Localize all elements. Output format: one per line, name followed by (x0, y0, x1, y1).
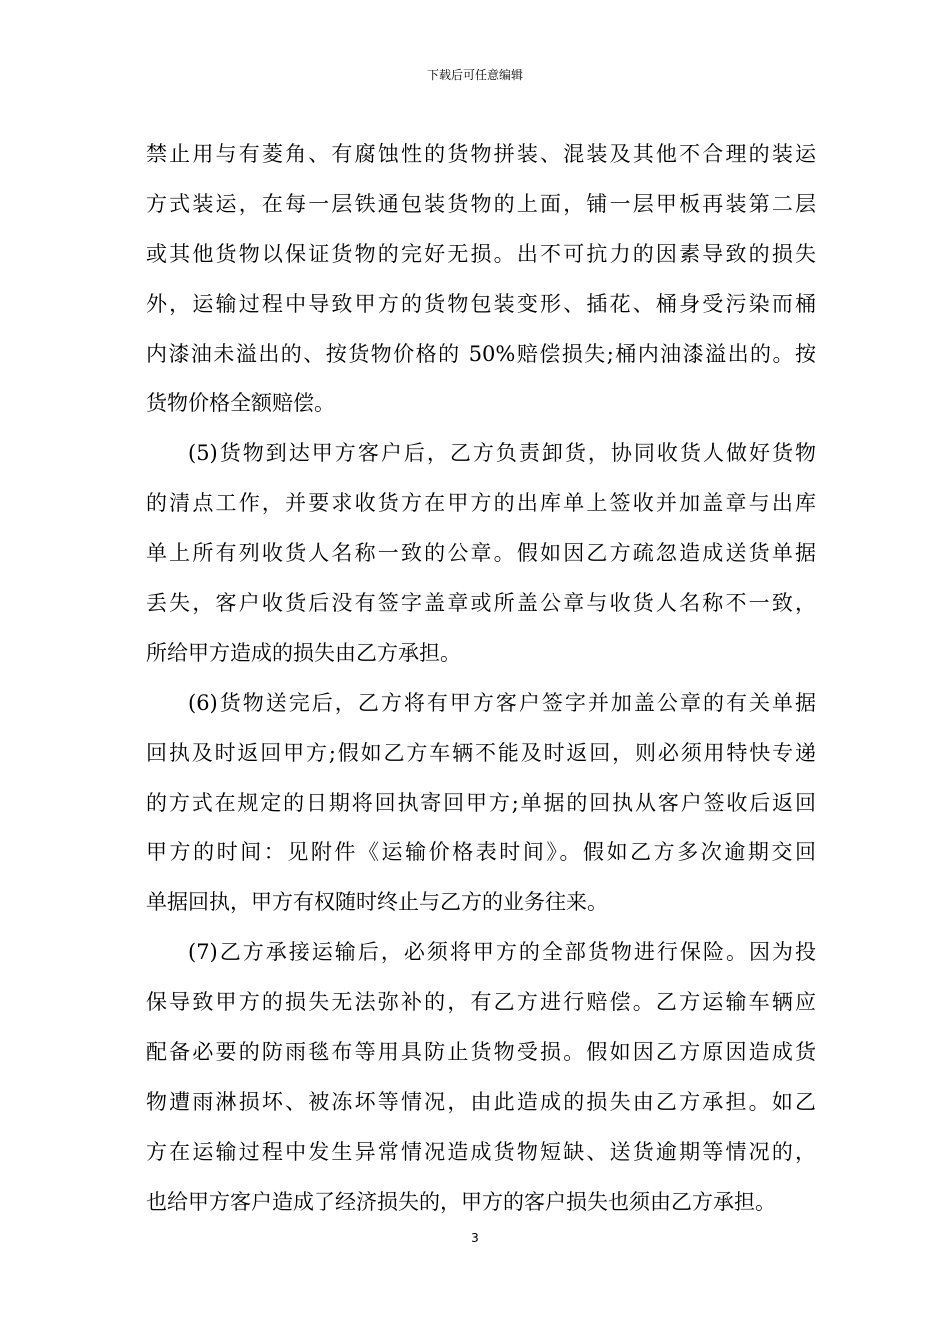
page-header: 下载后可任意编辑 (426, 68, 523, 82)
paragraph-line: 或其他货物以保证货物的完好无损。出不可抗力的因素导致的损失 (146, 241, 816, 266)
paragraph-line: 也给甲方客户造成了经济损失的，甲方的客户损失也须由乙方承担。 (146, 1189, 776, 1214)
paragraph-line: 方在运输过程中发生异常情况造成货物短缺、送货逾期等情况的， (146, 1139, 816, 1164)
paragraph-line: 禁止用与有菱角、有腐蚀性的货物拼装、混装及其他不合理的装运 (146, 142, 816, 166)
paragraph-line: 货物价格全额赔偿。 (146, 391, 335, 416)
paragraph-line: 的清点工作，并要求收货方在甲方的出库单上签收并加盖章与出库 (146, 491, 816, 516)
paragraph-line: 单上所有列收货人名称一致的公章。假如因乙方疏忽造成送货单据 (146, 541, 816, 566)
paragraph-line: 所给甲方造成的损失由乙方承担。 (146, 640, 461, 665)
paragraph-line: 方式装运，在每一层铁通包装货物的上面，铺一层甲板再装第二层 (146, 191, 816, 216)
paragraph-line: 丢失，客户收货后没有签字盖章或所盖公章与收货人名称不一致， (146, 591, 816, 616)
paragraph-line: (7)乙方承接运输后，必须将甲方的全部货物进行保险。因为投 (188, 940, 816, 965)
paragraph-line: 物遭雨淋损坏、被冻坏等情况，由此造成的损失由乙方承担。如乙 (146, 1089, 816, 1114)
page-number: 3 (471, 1231, 479, 1245)
paragraph-line: (6)货物送完后，乙方将有甲方客户签字并加盖公章的有关单据 (188, 690, 816, 715)
paragraph-line: 的方式在规定的日期将回执寄回甲方;单据的回执从客户签收后返回 (146, 790, 816, 815)
paragraph-line: 回执及时返回甲方;假如乙方车辆不能及时返回，则必须用特快专递 (146, 740, 816, 765)
paragraph-line: 外，运输过程中导致甲方的货物包装变形、插花、桶身受污染而桶 (146, 291, 816, 316)
paragraph-line: 配备必要的防雨毯布等用具防止货物受损。假如因乙方原因造成货 (146, 1040, 816, 1065)
paragraph-line: 内漆油未溢出的、按货物价格的 50%赔偿损失;桶内油漆溢出的。按 (146, 341, 816, 366)
paragraph-line: (5)货物到达甲方客户后，乙方负责卸货，协同收货人做好货物 (188, 441, 816, 466)
paragraph-line: 保导致甲方的损失无法弥补的，有乙方进行赔偿。乙方运输车辆应 (146, 990, 816, 1015)
body-text (146, 130, 816, 1228)
paragraph-1 (146, 130, 816, 429)
paragraph-line: 单据回执，甲方有权随时终止与乙方的业务往来。 (146, 890, 608, 915)
paragraph-4 (146, 928, 816, 1227)
paragraph-line: 甲方的时间：见附件《运输价格表时间》。假如乙方多次逾期交回 (146, 840, 816, 865)
paragraph-3 (146, 679, 816, 928)
paragraph-2 (146, 429, 816, 678)
